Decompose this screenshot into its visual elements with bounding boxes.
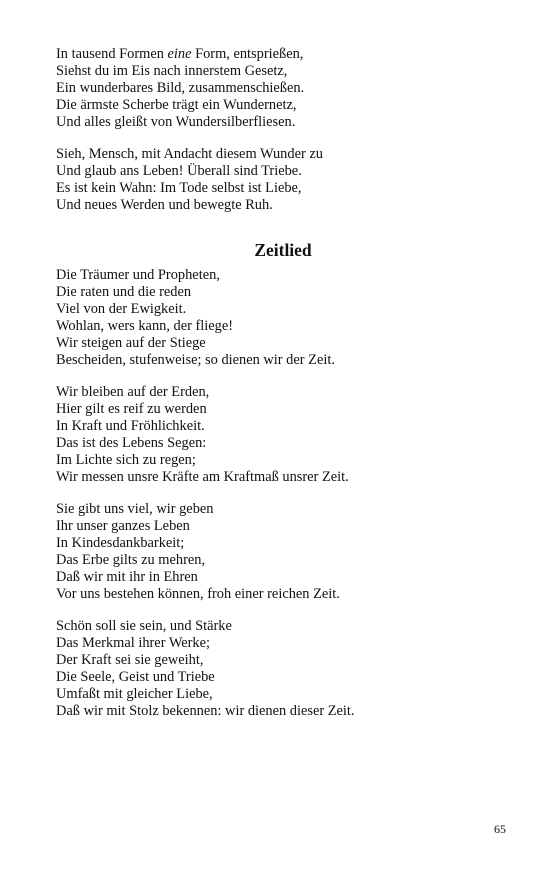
poem2-stanza bbox=[56, 384, 516, 486]
poem-line: Hier gilt es reif zu werden bbox=[56, 401, 207, 417]
poem-line: Im Lichte sich zu regen; bbox=[56, 452, 196, 468]
poem-line: Der Kraft sei sie geweiht, bbox=[56, 652, 204, 668]
poem-line: Die raten und die reden bbox=[56, 284, 192, 300]
poem-line: Es ist kein Wahn: Im Tode selbst ist Liebe, bbox=[56, 180, 302, 196]
poem-line: Schön soll sie sein, und Stärke bbox=[56, 618, 232, 634]
poem2-stanza bbox=[56, 618, 516, 720]
poem-line-text: Form, entsprießen, bbox=[191, 46, 304, 62]
poem-line: Das Erbe gilts zu mehren, bbox=[56, 552, 206, 568]
poem-line: Vor uns bestehen können, froh einer reichen Zeit. bbox=[56, 586, 340, 602]
poem-line: Sieh, Mensch, mit Andacht diesem Wunder zu bbox=[56, 146, 323, 162]
poem-line: In Kindesdankbarkeit; bbox=[56, 535, 185, 551]
poem-line: In Kraft und Fröhlichkeit. bbox=[56, 418, 205, 434]
poem-line: Und neues Werden und bewegte Ruh. bbox=[56, 197, 273, 213]
poem-line-text: In tausend Formen bbox=[56, 46, 168, 62]
poem2-stanza bbox=[56, 501, 516, 603]
poem2-stanza bbox=[56, 267, 516, 369]
poem-line: Viel von der Ewigkeit. bbox=[56, 301, 187, 317]
poem-line: Und glaub ans Leben! Überall sind Triebe. bbox=[56, 163, 302, 179]
poem-line: Die ärmste Scherbe trägt ein Wundernetz, bbox=[56, 97, 297, 113]
poem-line: Und alles gleißt von Wundersilberfliesen. bbox=[56, 114, 296, 130]
poem-line: Wohlan, wers kann, der fliege! bbox=[56, 318, 234, 334]
poem-line: Sie gibt uns viel, wir geben bbox=[56, 501, 214, 517]
poem-line: Wir steigen auf der Stiege bbox=[56, 335, 206, 351]
poem-line: Ein wunderbares Bild, zusammenschießen. bbox=[56, 80, 305, 96]
poem-line: Wir bleiben auf der Erden, bbox=[56, 384, 210, 400]
poem-line: Bescheiden, stufenweise; so dienen wir der Zeit. bbox=[56, 352, 335, 368]
poem-line: Die Träumer und Propheten, bbox=[56, 267, 220, 283]
poem-line: Umfaßt mit gleicher Liebe, bbox=[56, 686, 213, 702]
page-number: 65 bbox=[494, 822, 506, 836]
poem-line: Das Merkmal ihrer Werke; bbox=[56, 635, 211, 651]
poem-line bbox=[56, 46, 516, 63]
poem1-stanza bbox=[56, 46, 516, 131]
poem-line: Siehst du im Eis nach innerstem Gesetz, bbox=[56, 63, 288, 79]
poem1-stanza bbox=[56, 146, 516, 214]
poem-line: Daß wir mit Stolz bekennen: wir dienen dieser Zeit. bbox=[56, 703, 355, 719]
poem-title: Zeitlied bbox=[254, 240, 312, 260]
poem-line: Daß wir mit ihr in Ehren bbox=[56, 569, 198, 585]
poem-line: Das ist des Lebens Segen: bbox=[56, 435, 207, 451]
poem-line-emphasis: eine bbox=[167, 46, 192, 62]
poem-line: Wir messen unsre Kräfte am Kraftmaß unsrer Zeit. bbox=[56, 469, 349, 485]
poem-line: Die Seele, Geist und Triebe bbox=[56, 669, 215, 685]
page-body bbox=[56, 46, 516, 735]
poem-line: Ihr unser ganzes Leben bbox=[56, 518, 190, 534]
